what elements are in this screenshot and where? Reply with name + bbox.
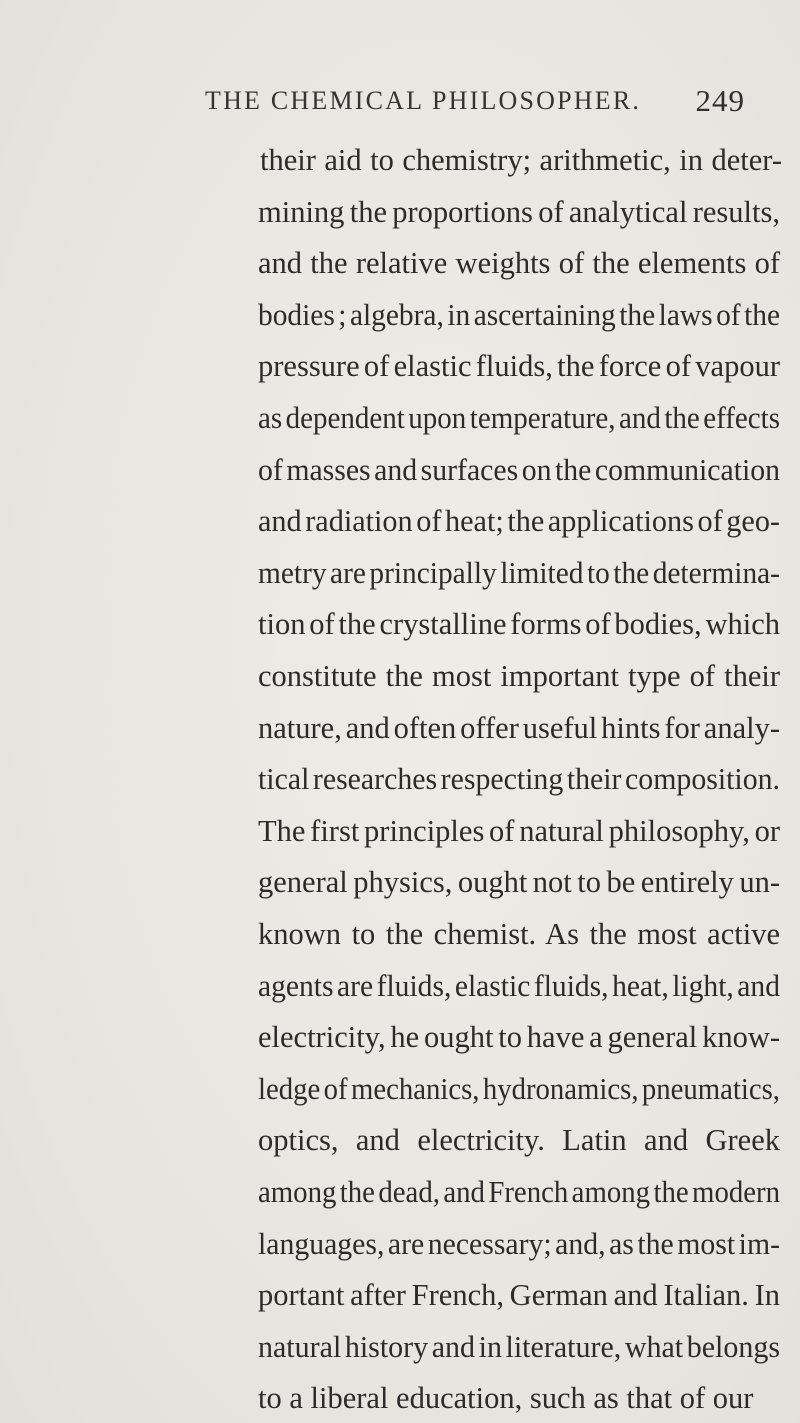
text-line: to a liberal education, such as that of our	[258, 1381, 754, 1416]
text-line: tical researches respecting their composition.	[258, 762, 781, 797]
text-line: bodies ; algebra, in ascertaining the laws of the	[258, 297, 781, 332]
text-line: electricity, he ought to have a general know-	[258, 1020, 780, 1055]
text-line: among the dead, and French among the modern	[258, 1175, 781, 1209]
text-line: natural history and in literature, what belongs	[258, 1329, 781, 1364]
text-line: metry are principally limited to the determina-	[258, 555, 780, 590]
text-line: tion of the crystalline forms of bodies, which	[258, 607, 780, 642]
text-line: ledge of mechanics, hydronamics, pneumatics,	[258, 1071, 780, 1106]
text-line: agents are fluids, elastic fluids, heat, light, and	[258, 968, 780, 1003]
text-line: mining the proportions of analytical results,	[258, 194, 780, 229]
text-line: their aid to chemistry; arithmetic, in deter-	[260, 143, 782, 177]
text-line: languages, are necessary; and, as the most im-	[258, 1226, 780, 1261]
text-line: nature, and often offer useful hints for analy-	[258, 710, 780, 745]
text-line: The first principles of natural philosophy, or	[258, 813, 780, 848]
text-line: and radiation of heat; the applications of geo-	[258, 504, 780, 539]
text-line: constitute the most important type of their	[258, 659, 780, 693]
text-line: general physics, ought not to be entirely un-	[258, 865, 780, 900]
text-line: of masses and surfaces on the communication	[258, 452, 781, 487]
text-line: optics, and electricity. Latin and Greek	[258, 1123, 780, 1158]
text-line: pressure of elastic fluids, the force of vapour	[258, 349, 780, 384]
page-number: 249	[695, 83, 745, 118]
text-line: known to the chemist. As the most active	[258, 917, 780, 951]
text-line: and the relative weights of the elements of	[258, 246, 780, 281]
running-title: THE CHEMICAL PHILOSOPHER.	[205, 86, 642, 115]
text-line: as dependent upon temperature, and the effects	[258, 401, 781, 435]
text-line: portant after French, German and Italian. In	[258, 1278, 780, 1313]
